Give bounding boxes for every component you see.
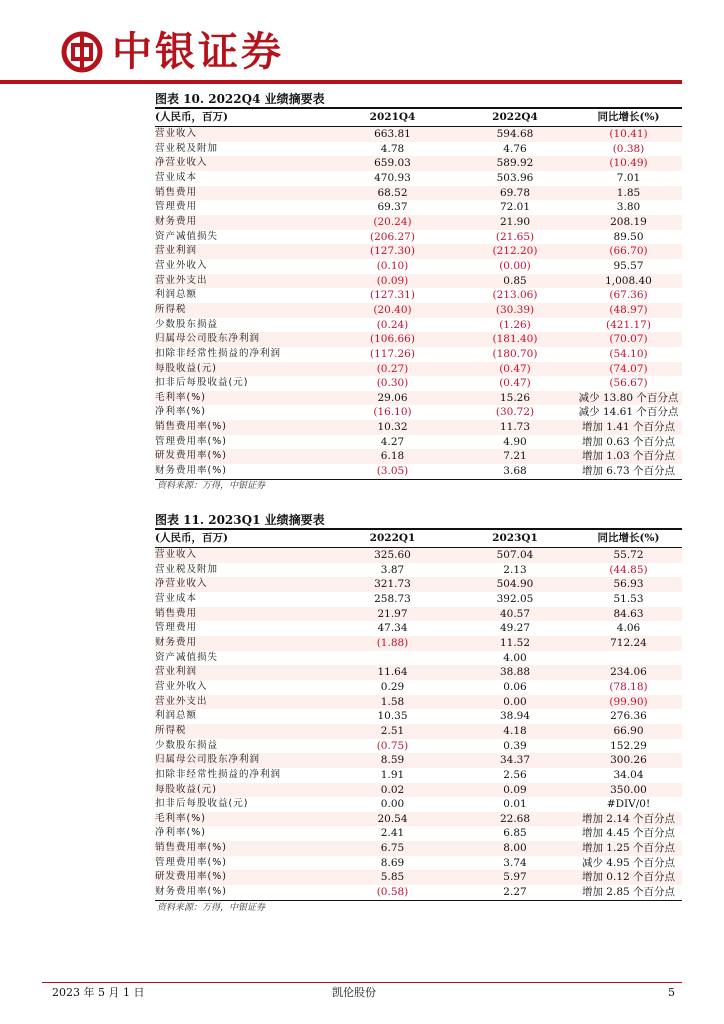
table-cell bbox=[575, 651, 682, 666]
table-cell: 507.04 bbox=[496, 549, 534, 561]
table-cell: (78.18) bbox=[609, 680, 648, 693]
table2-header-col1: 2022Q1 bbox=[369, 532, 416, 545]
table-row bbox=[155, 577, 682, 592]
table-cell: (0.47) bbox=[499, 362, 531, 375]
table2-header-col2: 2023Q1 bbox=[492, 532, 538, 545]
table-cell: 325.60 bbox=[374, 549, 411, 561]
row-label: 扣除非经常性损益的净利润 bbox=[155, 347, 282, 359]
table-row bbox=[155, 405, 682, 420]
table-cell: 6.18 bbox=[380, 450, 405, 463]
table-cell: 7.21 bbox=[503, 450, 527, 463]
table-cell: 10.35 bbox=[377, 710, 408, 723]
table-cell: 208.19 bbox=[610, 215, 647, 228]
table-cell: 4.18 bbox=[503, 724, 527, 737]
table-row bbox=[155, 783, 682, 798]
table-cell: (70.07) bbox=[609, 333, 648, 346]
table-cell: 2.27 bbox=[503, 886, 527, 899]
row-label: 管理费用 bbox=[155, 622, 198, 634]
table-cell: (421.17) bbox=[606, 318, 651, 331]
row-label: 扣非后每股收益(元) bbox=[155, 377, 249, 389]
table-cell: #DIV/0! bbox=[606, 798, 651, 811]
table-row bbox=[155, 376, 682, 391]
table-cell: (0.75) bbox=[376, 739, 409, 752]
table-cell: (66.70) bbox=[609, 245, 648, 258]
table2-source: 资料来源：万得，中银证券 bbox=[157, 903, 266, 913]
table-cell: 392.05 bbox=[496, 592, 534, 605]
table-row bbox=[155, 347, 682, 362]
table-cell: (181.40) bbox=[492, 333, 538, 346]
row-label: 每股收益(元) bbox=[155, 783, 217, 795]
table-cell: (74.07) bbox=[609, 362, 648, 375]
row-label: 营业利润 bbox=[155, 245, 198, 257]
row-label: 营业外支出 bbox=[155, 695, 208, 707]
table-cell: (30.39) bbox=[495, 303, 535, 316]
table-cell: 0.00 bbox=[380, 798, 405, 811]
bank-of-china-logo-icon bbox=[61, 31, 103, 73]
table-cell: 增加 1.03 个百分点 bbox=[581, 450, 676, 463]
table-row bbox=[155, 724, 682, 739]
table-cell: 8.69 bbox=[380, 856, 405, 869]
row-label: 销售费用 bbox=[155, 607, 198, 619]
table1-header-col2: 2022Q4 bbox=[492, 111, 538, 124]
table-cell: 0.29 bbox=[380, 680, 405, 693]
row-label: 少数股东损益 bbox=[155, 318, 219, 330]
table-cell: 2.51 bbox=[380, 724, 405, 737]
row-label: 营业外收入 bbox=[155, 259, 208, 271]
table-cell: 5.85 bbox=[380, 871, 405, 884]
table-cell: 0.01 bbox=[503, 798, 527, 811]
table-cell: 增加 2.14 个百分点 bbox=[581, 812, 676, 825]
table-cell: (1.26) bbox=[499, 318, 531, 331]
table-row bbox=[155, 156, 682, 171]
row-label: 财务费用率(%) bbox=[155, 886, 227, 898]
row-label: 归属母公司股东净利润 bbox=[155, 333, 261, 345]
table-cell: 69.78 bbox=[499, 186, 531, 199]
table-row bbox=[155, 563, 682, 578]
table-cell: 1.85 bbox=[616, 186, 641, 199]
table-row bbox=[155, 186, 682, 201]
table-cell: (0.24) bbox=[376, 318, 409, 331]
row-label: 财务费用 bbox=[155, 636, 198, 648]
table-row bbox=[155, 244, 682, 259]
table-row bbox=[155, 607, 682, 622]
table-cell: 15.26 bbox=[499, 391, 531, 404]
table-row bbox=[155, 142, 682, 157]
row-label: 净营业收入 bbox=[155, 578, 208, 590]
table-row bbox=[155, 812, 682, 827]
table-cell: 1.91 bbox=[380, 768, 405, 781]
row-label: 所得税 bbox=[155, 724, 187, 736]
row-label: 管理费用率(%) bbox=[155, 435, 227, 447]
table-cell: 增加 2.85 个百分点 bbox=[581, 886, 676, 899]
table1 bbox=[155, 107, 682, 480]
table-cell: (3.05) bbox=[376, 465, 409, 478]
table-cell: 8.00 bbox=[503, 842, 527, 855]
table-row bbox=[155, 274, 682, 289]
table-cell: (0.27) bbox=[376, 362, 409, 375]
table-cell: 589.92 bbox=[496, 157, 534, 170]
table-cell: 3.87 bbox=[380, 563, 405, 576]
row-label: 营业收入 bbox=[155, 549, 198, 560]
table-row bbox=[155, 826, 682, 841]
table-cell: 659.03 bbox=[374, 157, 411, 170]
table-row bbox=[155, 420, 682, 435]
page-number: 5 bbox=[668, 986, 675, 999]
row-label: 财务费用率(%) bbox=[155, 465, 227, 477]
table-cell: (67.36) bbox=[609, 289, 648, 302]
table-cell: (54.10) bbox=[609, 347, 648, 360]
row-label: 营业外支出 bbox=[155, 274, 208, 286]
table-row bbox=[155, 332, 682, 347]
row-label: 利润总额 bbox=[155, 289, 198, 301]
row-label: 营业成本 bbox=[155, 592, 198, 604]
table1-header-label: (人民币，百万) bbox=[155, 111, 228, 124]
table-cell: 减少 14.61 个百分点 bbox=[578, 406, 679, 419]
row-label: 管理费用率(%) bbox=[155, 856, 227, 868]
table2 bbox=[155, 528, 682, 901]
table2-title: 图表 11. 2023Q1 业绩摘要表 bbox=[155, 513, 325, 527]
table-cell: 47.34 bbox=[377, 622, 408, 635]
table-cell: (20.40) bbox=[373, 303, 412, 316]
table-cell: 56.93 bbox=[613, 578, 644, 591]
table-cell: (48.97) bbox=[609, 303, 648, 316]
table-cell: 49.27 bbox=[499, 622, 531, 635]
table-cell: (20.24) bbox=[373, 215, 412, 228]
table1-title: 图表 10. 2022Q4 业绩摘要表 bbox=[155, 92, 325, 106]
table-cell: (106.66) bbox=[370, 333, 415, 346]
footer-divider bbox=[42, 982, 682, 983]
table1-header-row bbox=[155, 108, 682, 127]
table-cell: 增加 1.41 个百分点 bbox=[581, 421, 676, 434]
table-cell: 3.80 bbox=[616, 201, 641, 214]
table-row bbox=[155, 318, 682, 333]
table-cell: 11.64 bbox=[377, 666, 408, 679]
table-cell: 300.26 bbox=[610, 754, 647, 767]
brand-name: 中银证券 bbox=[112, 29, 284, 75]
row-label: 营业外收入 bbox=[155, 680, 208, 692]
table-cell: 增加 0.63 个百分点 bbox=[581, 435, 676, 448]
row-label: 营业税及附加 bbox=[155, 563, 219, 575]
footer-company: 凯伦股份 bbox=[332, 986, 376, 999]
table-cell: 增加 6.73 个百分点 bbox=[581, 465, 676, 478]
row-label: 归属母公司股东净利润 bbox=[155, 754, 261, 766]
row-label: 所得税 bbox=[155, 303, 187, 315]
table-cell: 20.54 bbox=[377, 812, 408, 825]
table-cell: 69.37 bbox=[377, 201, 408, 214]
table-cell: (212.20) bbox=[492, 245, 538, 258]
table-cell: 234.06 bbox=[610, 666, 647, 679]
table2-header-col3: 同比增长(%) bbox=[597, 532, 660, 545]
table-cell: (44.85) bbox=[609, 563, 648, 576]
table-row bbox=[155, 753, 682, 768]
table-cell: 504.90 bbox=[496, 578, 534, 591]
table-row bbox=[155, 200, 682, 215]
table-cell: 21.97 bbox=[377, 607, 408, 620]
table-cell: 4.78 bbox=[380, 142, 405, 155]
table-cell: 11.52 bbox=[499, 636, 531, 649]
table-row bbox=[155, 303, 682, 318]
table-cell: (10.41) bbox=[609, 128, 648, 140]
row-label: 净利率(%) bbox=[155, 827, 206, 839]
row-label: 营业利润 bbox=[155, 666, 198, 678]
table-cell: 1,008.40 bbox=[605, 274, 652, 287]
table-cell: 22.68 bbox=[499, 812, 531, 825]
table-row bbox=[155, 885, 682, 900]
table-cell: (56.67) bbox=[609, 377, 648, 390]
table-row bbox=[155, 288, 682, 303]
table-cell: (10.49) bbox=[609, 157, 648, 170]
table-cell: 29.06 bbox=[377, 391, 408, 404]
table-cell: 10.32 bbox=[377, 421, 408, 434]
row-label: 研发费用率(%) bbox=[155, 450, 227, 462]
table-cell: 38.88 bbox=[499, 666, 531, 679]
row-label: 研发费用率(%) bbox=[155, 871, 227, 883]
table2-header-label: (人民币，百万) bbox=[155, 532, 228, 545]
table-cell: (206.27) bbox=[370, 230, 415, 243]
table-cell: 34.37 bbox=[499, 754, 531, 767]
row-label: 少数股东损益 bbox=[155, 739, 219, 751]
table-cell: 2.41 bbox=[380, 827, 405, 840]
row-label: 利润总额 bbox=[155, 710, 198, 722]
table-row bbox=[155, 464, 682, 479]
row-label: 净营业收入 bbox=[155, 157, 208, 169]
table-row bbox=[155, 665, 682, 680]
table-cell: 72.01 bbox=[499, 201, 531, 214]
table1-header-col1: 2021Q4 bbox=[369, 111, 416, 124]
row-label: 营业收入 bbox=[155, 128, 198, 139]
table-cell: (0.47) bbox=[499, 377, 531, 390]
report-header bbox=[0, 0, 724, 85]
table-row bbox=[155, 870, 682, 885]
table-cell: 0.39 bbox=[503, 739, 527, 752]
table-cell: 66.90 bbox=[613, 724, 644, 737]
table-cell: (21.65) bbox=[495, 230, 535, 243]
table-row bbox=[155, 215, 682, 230]
table-cell: 1.58 bbox=[380, 695, 405, 708]
table-cell: 712.24 bbox=[610, 636, 647, 649]
row-label: 扣非后每股收益(元) bbox=[155, 798, 249, 810]
table-row bbox=[155, 841, 682, 856]
table-row bbox=[155, 592, 682, 607]
row-label: 每股收益(元) bbox=[155, 362, 217, 374]
table-row bbox=[155, 127, 682, 142]
table-row bbox=[155, 636, 682, 651]
row-label: 财务费用 bbox=[155, 215, 198, 227]
table-cell: (0.58) bbox=[376, 886, 409, 899]
row-label: 销售费用率(%) bbox=[155, 842, 227, 854]
table-cell: 34.04 bbox=[613, 768, 644, 781]
table-row bbox=[155, 435, 682, 450]
table-cell: 增加 4.45 个百分点 bbox=[581, 827, 676, 840]
table-cell: 40.57 bbox=[499, 607, 531, 620]
table-row bbox=[155, 259, 682, 274]
table1-source: 资料来源：万得，中银证券 bbox=[157, 481, 266, 491]
row-label: 销售费用 bbox=[155, 186, 198, 198]
table-cell: 21.90 bbox=[499, 215, 531, 228]
table-cell: 38.94 bbox=[499, 710, 531, 723]
row-label: 扣除非经常性损益的净利润 bbox=[155, 768, 282, 780]
table-cell: 0.02 bbox=[380, 783, 405, 796]
table-row bbox=[155, 768, 682, 783]
table-cell: (30.72) bbox=[495, 406, 535, 419]
table-cell: 68.52 bbox=[377, 186, 408, 199]
table-cell: 4.27 bbox=[380, 435, 405, 448]
table-cell: (127.30) bbox=[370, 245, 415, 258]
table-cell: 7.01 bbox=[616, 171, 641, 184]
table-cell: 0.06 bbox=[503, 680, 527, 693]
table-cell: 0.00 bbox=[503, 695, 527, 708]
table-cell: 4.76 bbox=[503, 142, 527, 155]
table-cell: (16.10) bbox=[373, 406, 412, 419]
table-cell: (0.00) bbox=[499, 259, 531, 272]
table-cell: 3.74 bbox=[503, 856, 527, 869]
table-cell: 4.90 bbox=[503, 435, 527, 448]
table-cell: 276.36 bbox=[610, 710, 647, 723]
table-cell: 95.57 bbox=[613, 259, 644, 272]
row-label: 净利率(%) bbox=[155, 406, 206, 418]
table-cell: 11.73 bbox=[499, 421, 531, 434]
table-cell: 3.68 bbox=[503, 465, 527, 478]
table-cell: (117.26) bbox=[370, 347, 415, 360]
table-cell: (0.09) bbox=[376, 274, 409, 287]
table-row bbox=[155, 391, 682, 406]
table-cell: 增加 0.12 个百分点 bbox=[581, 871, 676, 884]
row-label: 营业税及附加 bbox=[155, 142, 219, 154]
table-cell: 2.56 bbox=[503, 768, 527, 781]
table-cell: 5.97 bbox=[503, 871, 527, 884]
table-row bbox=[155, 797, 682, 812]
table1-header-col3: 同比增长(%) bbox=[597, 111, 660, 124]
table-cell: 503.96 bbox=[496, 171, 534, 184]
table-cell: (1.88) bbox=[376, 636, 409, 649]
table-row bbox=[155, 651, 682, 666]
table-cell: 350.00 bbox=[610, 783, 647, 796]
header-divider bbox=[0, 80, 682, 84]
table-row bbox=[155, 362, 682, 377]
table-cell: 84.63 bbox=[613, 607, 644, 620]
table-cell: (99.90) bbox=[609, 695, 648, 708]
row-label: 销售费用率(%) bbox=[155, 421, 227, 433]
row-label: 毛利率(%) bbox=[155, 391, 206, 403]
table-cell: 减少 13.80 个百分点 bbox=[578, 391, 679, 404]
table-cell: 89.50 bbox=[613, 230, 644, 243]
table-cell: (0.10) bbox=[376, 259, 409, 272]
table-cell: 55.72 bbox=[613, 549, 644, 561]
table-row bbox=[155, 449, 682, 464]
table-row bbox=[155, 856, 682, 871]
table-row bbox=[155, 680, 682, 695]
row-label: 资产减值损失 bbox=[155, 651, 219, 663]
table-cell: 152.29 bbox=[610, 739, 647, 752]
table-cell: 4.00 bbox=[503, 651, 527, 664]
table-cell: 2.13 bbox=[503, 563, 527, 576]
table-cell: 594.68 bbox=[496, 128, 534, 140]
table-cell: 减少 4.95 个百分点 bbox=[581, 856, 676, 869]
table-row bbox=[155, 171, 682, 186]
table-cell: 663.81 bbox=[374, 128, 411, 140]
table-cell: 470.93 bbox=[374, 171, 411, 184]
row-label: 管理费用 bbox=[155, 201, 198, 213]
row-label: 资产减值损失 bbox=[155, 230, 219, 242]
table-cell: (213.06) bbox=[492, 289, 538, 302]
table2-header-row bbox=[155, 529, 682, 548]
table-cell: 51.53 bbox=[613, 592, 644, 605]
table-row bbox=[155, 230, 682, 245]
table-cell: 6.75 bbox=[380, 842, 405, 855]
row-label: 营业成本 bbox=[155, 171, 198, 183]
table-cell: 258.73 bbox=[374, 592, 411, 605]
table-cell: 6.85 bbox=[503, 827, 527, 840]
table-cell: 0.85 bbox=[503, 274, 527, 287]
table-cell: 321.73 bbox=[374, 578, 411, 591]
table-cell: (0.30) bbox=[376, 377, 409, 390]
footer-date: 2023 年 5 月 1 日 bbox=[52, 986, 145, 999]
table-row bbox=[155, 709, 682, 724]
table-cell: 4.06 bbox=[616, 622, 641, 635]
table-row bbox=[155, 621, 682, 636]
table-cell: 0.09 bbox=[503, 783, 527, 796]
table-cell: (0.38) bbox=[612, 142, 645, 155]
table-cell: 增加 1.25 个百分点 bbox=[581, 842, 676, 855]
table-row bbox=[155, 548, 682, 563]
row-label: 毛利率(%) bbox=[155, 812, 206, 824]
table-cell bbox=[330, 651, 455, 666]
table-row bbox=[155, 739, 682, 754]
table-row bbox=[155, 695, 682, 710]
table-cell: (180.70) bbox=[492, 347, 538, 360]
table-cell: 8.59 bbox=[380, 754, 405, 767]
table-cell: (127.31) bbox=[370, 289, 415, 302]
